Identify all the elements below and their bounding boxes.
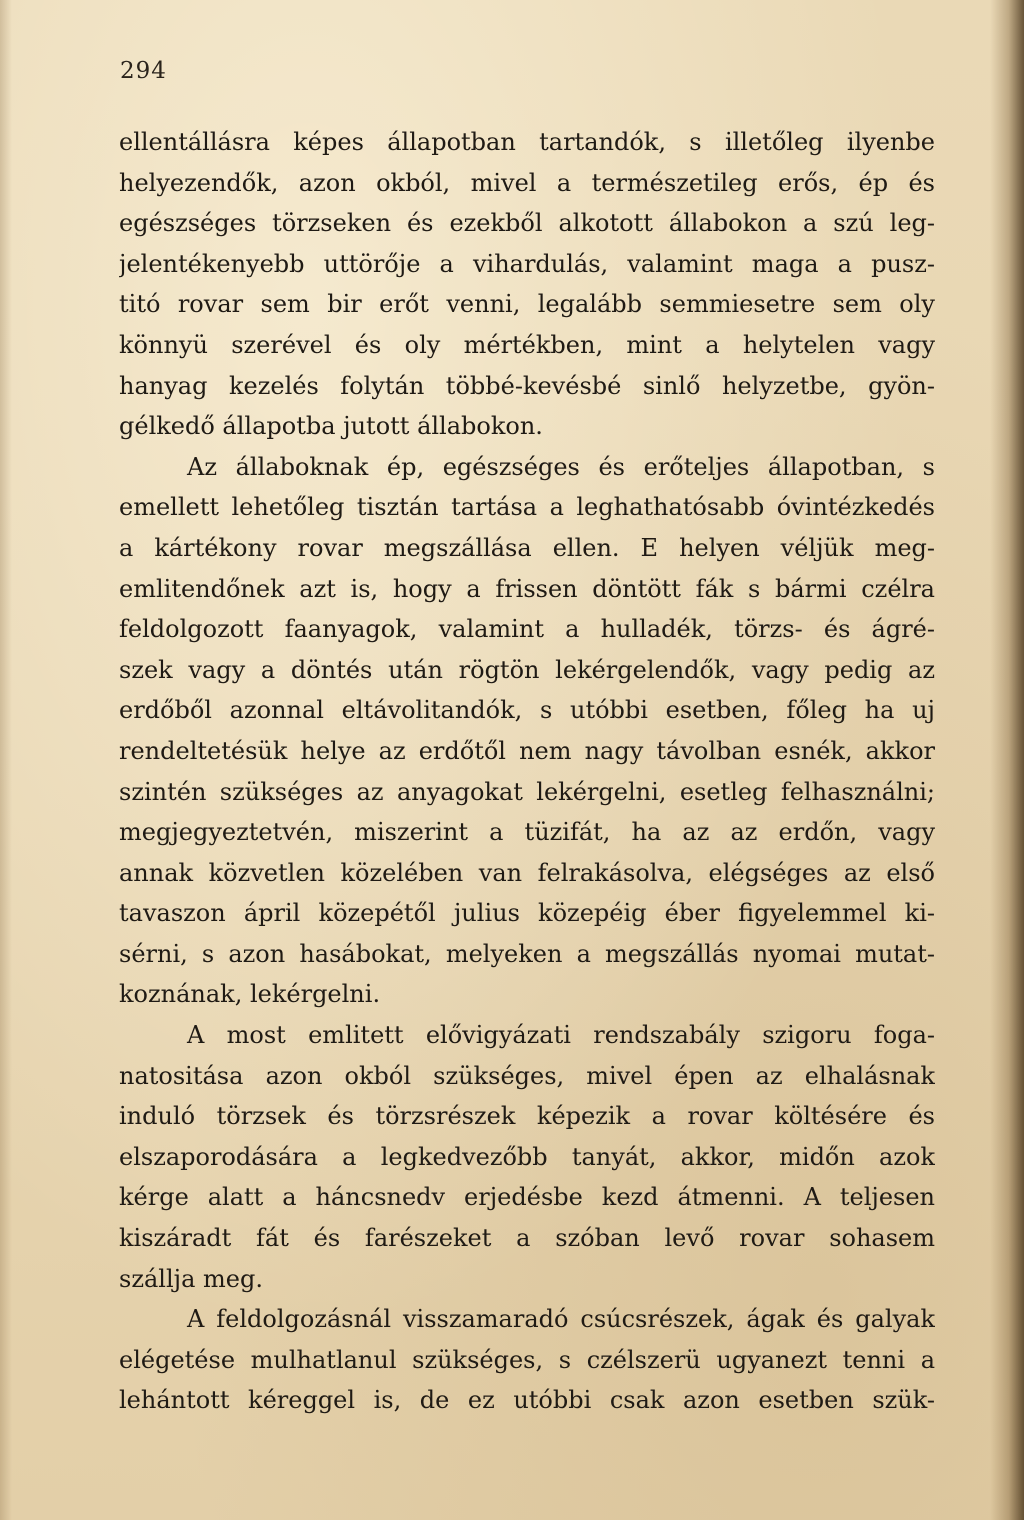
text-line: feldolgozott faanyagok, valamint a hulladék, törzs- és ágré- xyxy=(119,615,935,644)
text-line: sérni, s azon hasábokat, melyeken a megszállás nyomai mutat- xyxy=(119,939,935,968)
text-line: megjegyeztetvén, miszerint a tüzifát, ha az az erdőn, vagy xyxy=(119,818,935,847)
text-line: annak közvetlen közelében van felrakásolva, elégséges az első xyxy=(119,858,935,887)
text-line: induló törzsek és törzsrészek képezik a rovar költésére és xyxy=(119,1102,935,1131)
text-line: szintén szükséges az anyagokat lekérgelni, esetleg felhasználni; xyxy=(119,777,935,806)
text-line: jelentékenyebb uttörője a vihardulás, valamint maga a pusz- xyxy=(119,249,935,278)
body-text xyxy=(119,122,935,1421)
text-line: titó rovar sem bir erőt venni, legalább semmiesetre sem oly xyxy=(119,290,935,319)
text-line: tavaszon ápril közepétől julius közepéig éber figyelemmel ki- xyxy=(119,899,935,928)
text-line: elégetése mulhatlanul szükséges, s czélszerü ugyanezt tenni a xyxy=(119,1345,935,1374)
text-line: gélkedő állapotba jutott állabokon. xyxy=(119,412,543,441)
page-edge-shadow xyxy=(990,0,1024,1520)
page-number: 294 xyxy=(120,58,167,84)
text-line: kérge alatt a háncsnedv erjedésbe kezd átmenni. A teljesen xyxy=(119,1183,935,1212)
page-gutter-shadow xyxy=(0,0,12,1520)
text-line: rendeltetésük helye az erdőtől nem nagy távolban esnék, akkor xyxy=(119,736,935,765)
text-line: szek vagy a döntés után rögtön lekérgelendők, vagy pedig az xyxy=(119,655,935,684)
text-line: egészséges törzseken és ezekből alkotott állabokon a szú leg- xyxy=(119,209,935,238)
text-line: A most emlitett elővigyázati rendszabály szigoru foga- xyxy=(187,1021,935,1050)
text-line: elszaporodására a legkedvezőbb tanyát, akkor, midőn azok xyxy=(119,1142,935,1171)
text-line: erdőből azonnal eltávolitandók, s utóbbi esetben, főleg ha uj xyxy=(119,696,935,725)
text-line: Az állaboknak ép, egészséges és erőteljes állapotban, s xyxy=(187,452,935,481)
text-line: A feldolgozásnál visszamaradó csúcsrészek, ágak és galyak xyxy=(187,1305,935,1334)
text-line: koznának, lekérgelni. xyxy=(119,980,381,1009)
text-line: helyezendők, azon okból, mivel a természetileg erős, ép és xyxy=(119,168,935,197)
text-line: könnyü szerével és oly mértékben, mint a helytelen vagy xyxy=(119,330,935,359)
text-line: szállja meg. xyxy=(119,1264,263,1293)
text-line: emlitendőnek azt is, hogy a frissen döntött fák s bármi czélra xyxy=(119,574,935,603)
text-line: lehántott kéreggel is, de ez utóbbi csak azon esetben szük- xyxy=(119,1386,935,1415)
text-line: a kártékony rovar megszállása ellen. E helyen véljük meg- xyxy=(119,533,935,562)
text-line: hanyag kezelés folytán többé-kevésbé sinlő helyzetbe, gyön- xyxy=(119,371,935,400)
text-line: kiszáradt fát és farészeket a szóban levő rovar sohasem xyxy=(119,1224,935,1253)
text-line: emellett lehetőleg tisztán tartása a leghathatósabb óvintézkedés xyxy=(119,493,935,522)
text-line: natositása azon okból szükséges, mivel épen az elhalásnak xyxy=(119,1061,935,1090)
text-line: ellentállásra képes állapotban tartandók, s illetőleg ilyenbe xyxy=(119,128,935,156)
